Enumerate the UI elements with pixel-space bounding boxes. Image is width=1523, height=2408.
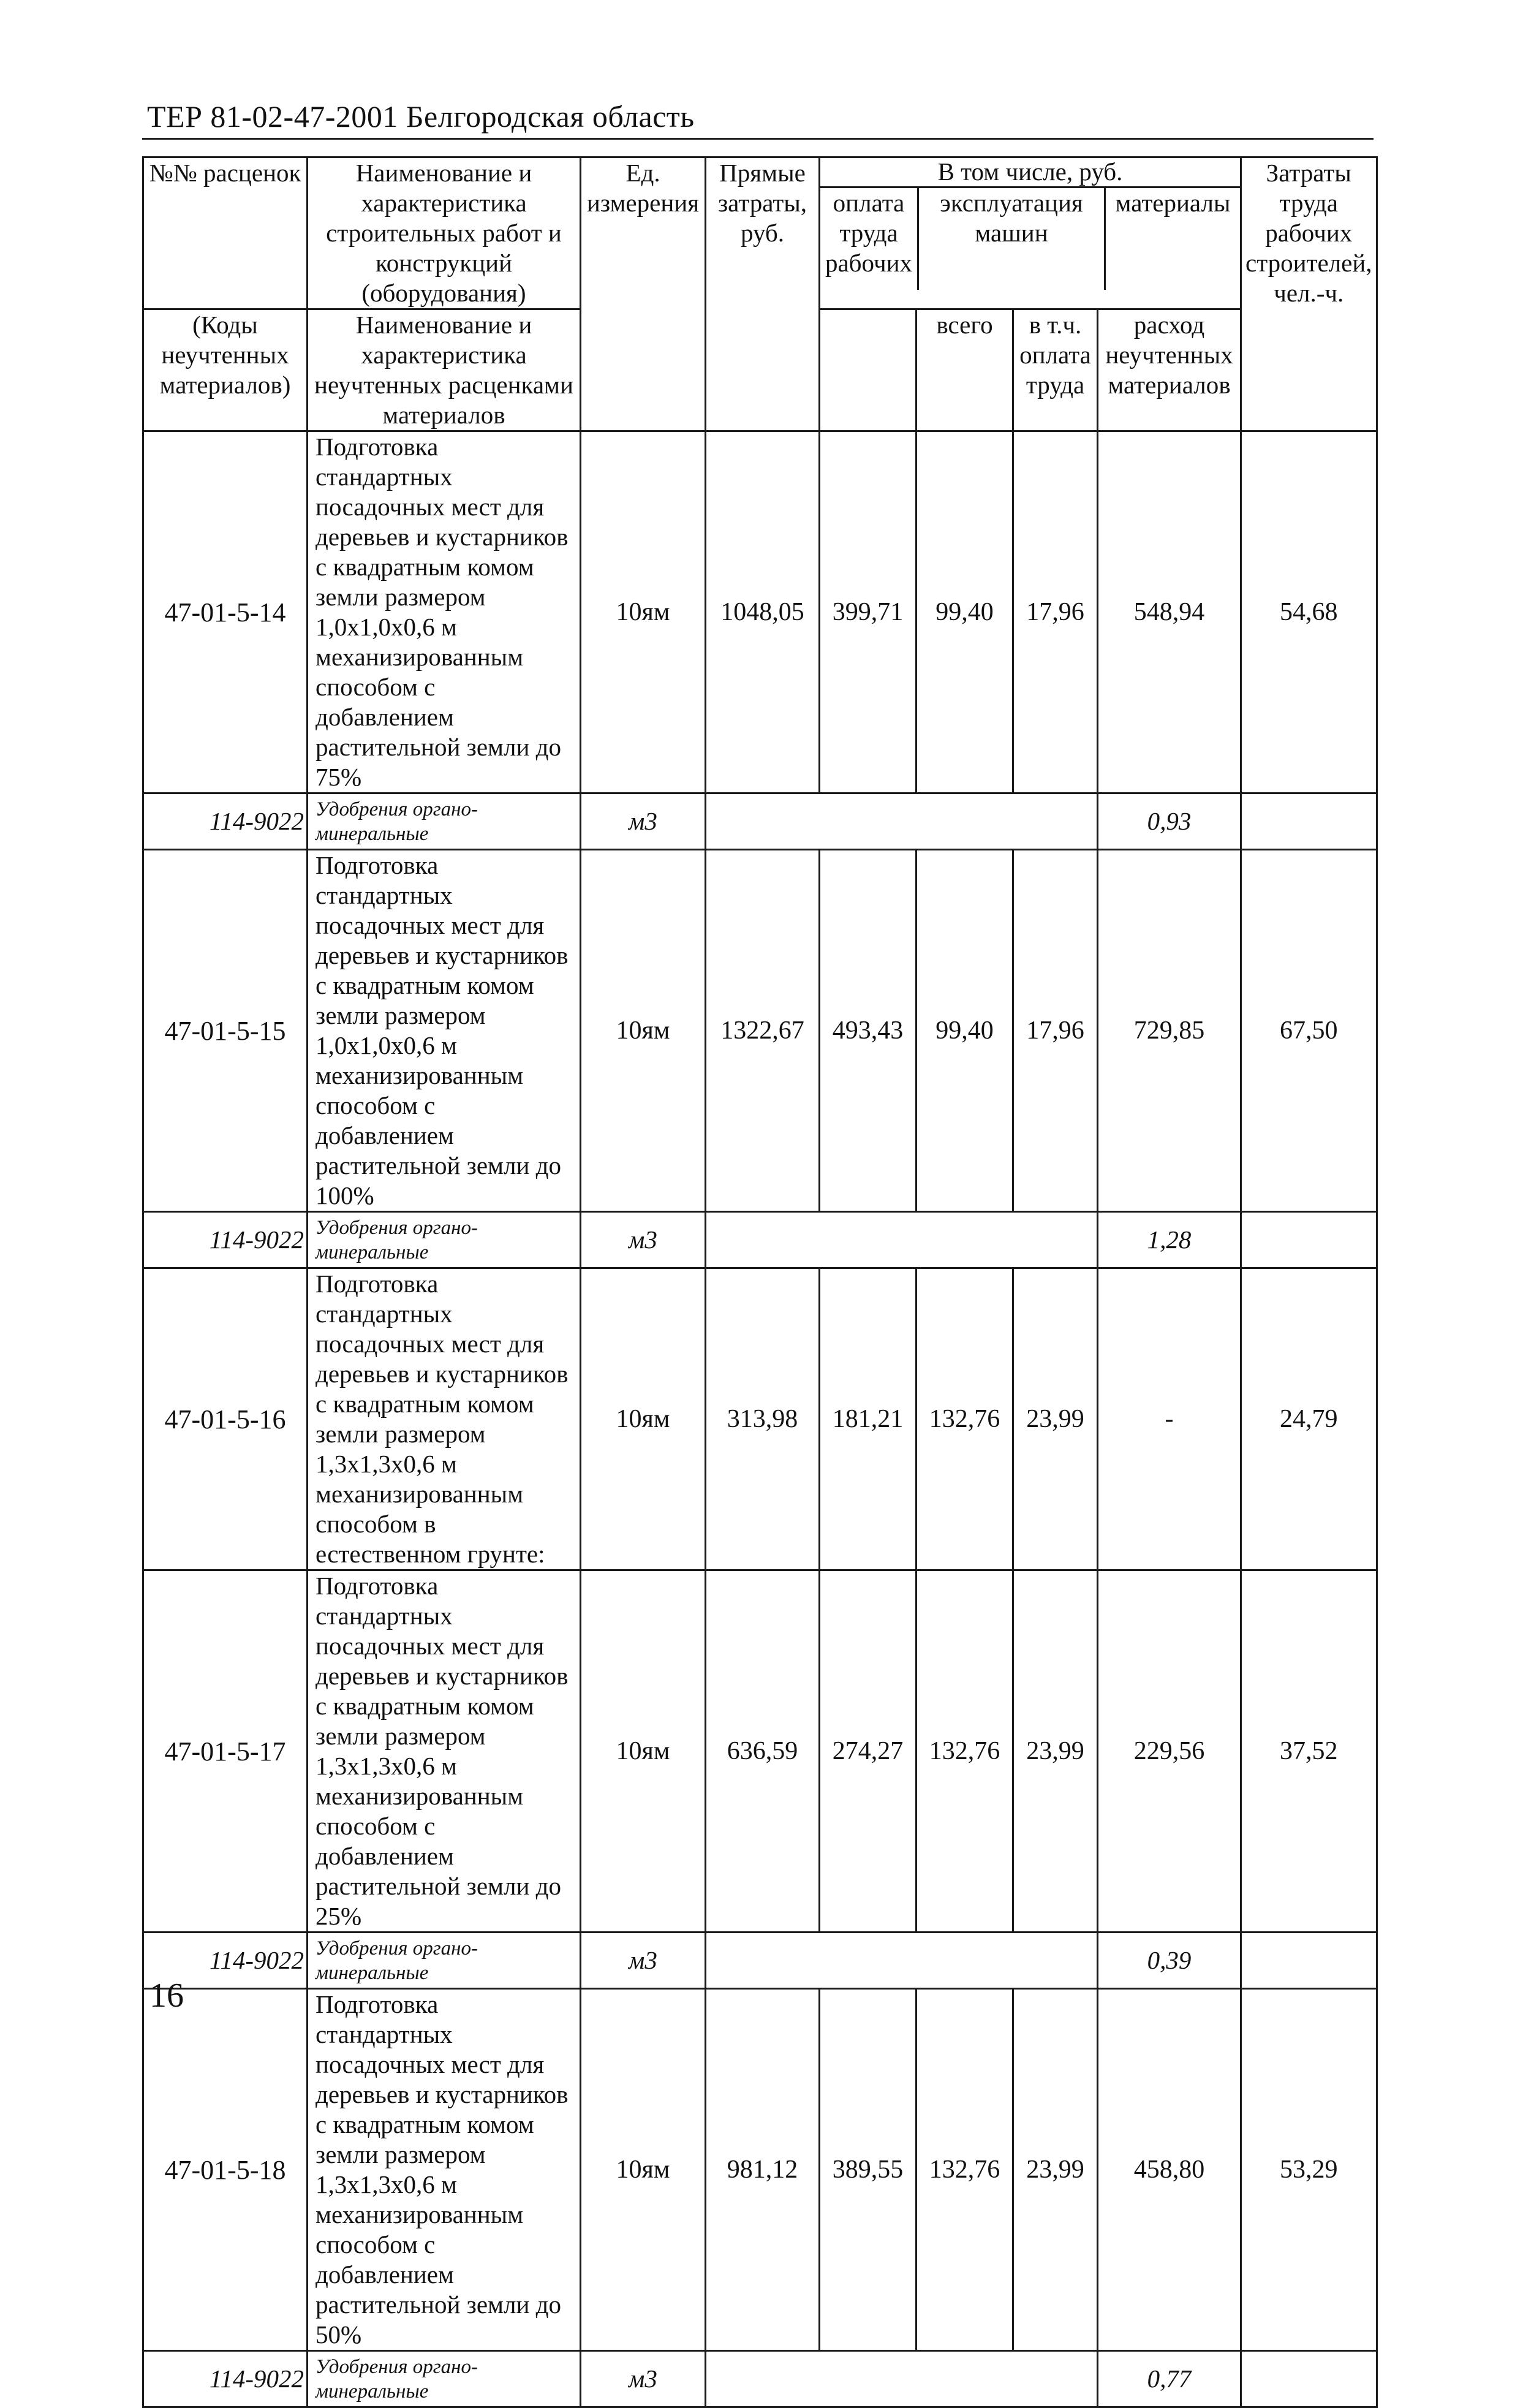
rate-machines-total: 132,76 — [916, 1570, 1013, 1933]
rate-row — [143, 1570, 1377, 1933]
header-mach-pay: в т.ч. оплата труда — [1013, 309, 1098, 431]
rate-machines-pay: 17,96 — [1013, 850, 1098, 1212]
rate-labor-pay: 493,43 — [820, 850, 916, 1212]
rate-labor-hours: 37,52 — [1241, 1570, 1377, 1933]
rate-code: 47-01-5-14 — [143, 431, 308, 793]
rate-direct-cost: 1322,67 — [706, 850, 820, 1212]
rate-labor-pay: 389,55 — [820, 1989, 916, 2351]
rate-code: 47-01-5-18 — [143, 1989, 308, 2351]
header-materials: материалы — [1115, 189, 1231, 217]
material-unit: м3 — [581, 1933, 706, 1989]
rate-labor-hours: 24,79 — [1241, 1268, 1377, 1570]
material-code: 114-9022 — [143, 1212, 308, 1268]
header-unit: Ед. измерения — [581, 157, 706, 431]
header-code2: (Коды неучтенных материалов) — [143, 309, 308, 431]
material-consumption: 0,93 — [1098, 793, 1241, 850]
rates-table — [142, 156, 1378, 2408]
rate-unit: 10ям — [581, 850, 706, 1212]
rate-direct-cost: 636,59 — [706, 1570, 820, 1933]
rate-name: Подготовка стандартных посадочных мест для деревьев и кустарников с квадратным комом земли размером 1,0х1,0х0,6 м механизированным способом с добавлением растительной земли до 75% — [308, 431, 581, 793]
header-direct: Прямые затраты, руб. — [706, 157, 820, 431]
rate-labor-pay: 399,71 — [820, 431, 916, 793]
rate-materials: 729,85 — [1098, 850, 1241, 1212]
page-number: 16 — [149, 1977, 184, 2015]
rate-direct-cost: 981,12 — [706, 1989, 820, 2351]
rate-materials: - — [1098, 1268, 1241, 1570]
rate-direct-cost: 1048,05 — [706, 431, 820, 793]
header-labor: Затраты труда рабочих строителей, чел.-ч. — [1241, 157, 1377, 431]
material-labor-blank — [1241, 1933, 1377, 1989]
rate-name: Подготовка стандартных посадочных мест для деревьев и кустарников с квадратным комом земли размером 1,3х1,3х0,6 м механизированным способом в естественном грунте: — [308, 1268, 581, 1570]
rate-machines-pay: 23,99 — [1013, 1570, 1098, 1933]
rate-row — [143, 431, 1377, 793]
rate-machines-pay: 17,96 — [1013, 431, 1098, 793]
header-mat-consumption: расход неучтенных материалов — [1098, 309, 1241, 431]
material-labor-blank — [1241, 1212, 1377, 1268]
material-consumption: 0,39 — [1098, 1933, 1241, 1989]
material-name: Удобрения органо-минеральные — [308, 793, 581, 850]
material-name: Удобрения органо-минеральные — [308, 1212, 581, 1268]
rate-code: 47-01-5-17 — [143, 1570, 308, 1933]
rate-machines-total: 132,76 — [916, 1989, 1013, 2351]
header-empty-cell — [820, 309, 916, 431]
rate-unit: 10ям — [581, 431, 706, 793]
header-mach-total: всего — [916, 309, 1013, 431]
rate-materials: 548,94 — [1098, 431, 1241, 793]
rate-labor-hours: 54,68 — [1241, 431, 1377, 793]
material-name: Удобрения органо-минеральные — [308, 1933, 581, 1989]
material-code: 114-9022 — [143, 793, 308, 850]
material-unit: м3 — [581, 2351, 706, 2407]
rate-labor-hours: 53,29 — [1241, 1989, 1377, 2351]
rate-machines-pay: 23,99 — [1013, 1989, 1098, 2351]
rate-code: 47-01-5-15 — [143, 850, 308, 1212]
material-code: 114-9022 — [143, 1933, 308, 1989]
rate-name: Подготовка стандартных посадочных мест для деревьев и кустарников с квадратным комом земли размером 1,3х1,3х0,6 м механизированным способом с добавлением растительной земли до 25% — [308, 1570, 581, 1933]
rate-code: 47-01-5-16 — [143, 1268, 308, 1570]
material-labor-blank — [1241, 2351, 1377, 2407]
rate-unit: 10ям — [581, 1989, 706, 2351]
rate-machines-total: 99,40 — [916, 850, 1013, 1212]
material-row — [143, 1933, 1377, 1989]
header-rule — [142, 138, 1374, 140]
rate-direct-cost: 313,98 — [706, 1268, 820, 1570]
material-row — [143, 793, 1377, 850]
material-consumption: 0,77 — [1098, 2351, 1241, 2407]
material-row — [143, 1212, 1377, 1268]
header-incl-group — [820, 157, 1241, 309]
material-blank — [706, 793, 1098, 850]
rate-row — [143, 850, 1377, 1212]
rate-labor-hours: 67,50 — [1241, 850, 1377, 1212]
header-name: Наименование и характеристика строительных работ и конструкций (оборудования) — [308, 157, 581, 309]
header-labor-pay: оплата труда рабочих — [820, 188, 919, 290]
header-name2: Наименование и характеристика неучтенных расценками материалов — [308, 309, 581, 431]
rate-labor-pay: 274,27 — [820, 1570, 916, 1933]
material-row — [143, 2351, 1377, 2407]
rate-machines-total: 132,76 — [916, 1268, 1013, 1570]
rate-labor-pay: 181,21 — [820, 1268, 916, 1570]
material-code: 114-9022 — [143, 2351, 308, 2407]
rate-name: Подготовка стандартных посадочных мест для деревьев и кустарников с квадратным комом земли размером 1,3х1,3х0,6 м механизированным способом с добавлением растительной земли до 50% — [308, 1989, 581, 2351]
header-incl: В том числе, руб. — [820, 158, 1240, 188]
rate-machines-total: 99,40 — [916, 431, 1013, 793]
material-name: Удобрения органо-минеральные — [308, 2351, 581, 2407]
rate-row — [143, 1989, 1377, 2351]
rate-materials: 229,56 — [1098, 1570, 1241, 1933]
material-consumption: 1,28 — [1098, 1212, 1241, 1268]
rate-name: Подготовка стандартных посадочных мест для деревьев и кустарников с квадратным комом земли размером 1,0х1,0х0,6 м механизированным способом с добавлением растительной земли до 100% — [308, 850, 581, 1212]
rate-unit: 10ям — [581, 1268, 706, 1570]
rate-machines-pay: 23,99 — [1013, 1268, 1098, 1570]
rate-unit: 10ям — [581, 1570, 706, 1933]
material-blank — [706, 2351, 1098, 2407]
material-blank — [706, 1212, 1098, 1268]
header-code: №№ расценок — [143, 157, 308, 309]
header-machines: эксплуатация машин — [919, 188, 1106, 290]
document-header: ТЕР 81-02-47-2001 Белгородская область — [147, 99, 695, 134]
material-blank — [706, 1933, 1098, 1989]
rate-materials: 458,80 — [1098, 1989, 1241, 2351]
header-row-1 — [143, 157, 1377, 309]
rate-row — [143, 1268, 1377, 1570]
header-incl-sub — [820, 188, 1240, 290]
material-unit: м3 — [581, 1212, 706, 1268]
material-labor-blank — [1241, 793, 1377, 850]
material-unit: м3 — [581, 793, 706, 850]
